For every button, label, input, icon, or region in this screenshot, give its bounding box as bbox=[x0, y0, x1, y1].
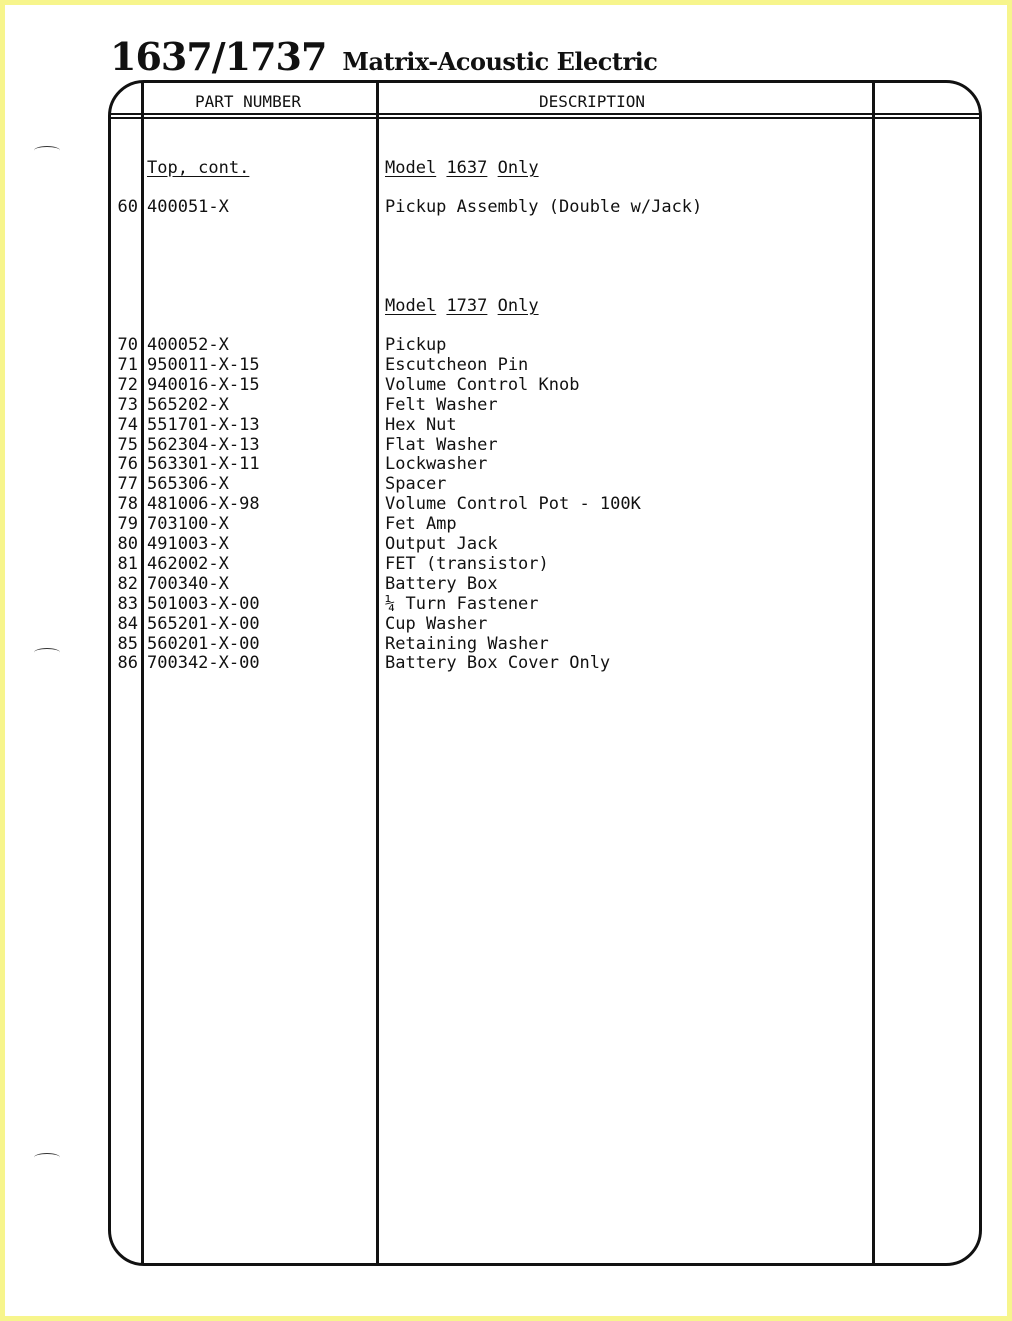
punch-hole-mark bbox=[34, 1153, 60, 1162]
part-description: Spacer bbox=[385, 474, 447, 495]
part-description: Volume Control Knob bbox=[385, 374, 580, 395]
part-number: 565201-X-00 bbox=[147, 613, 260, 634]
part-description: Volume Control Pot - 100K bbox=[385, 494, 641, 515]
part-number: 551701-X-13 bbox=[147, 414, 260, 435]
item-number: 75 bbox=[117, 434, 138, 455]
part-description: Fet Amp bbox=[385, 514, 457, 535]
part-number: 491003-X bbox=[147, 534, 229, 554]
model-numbers: 1637/1737 bbox=[110, 34, 327, 79]
item-number: 77 bbox=[117, 474, 138, 495]
item-number: 74 bbox=[117, 414, 138, 435]
column-header-description: DESCRIPTION bbox=[539, 92, 645, 111]
item-number: 76 bbox=[117, 454, 138, 475]
item-number: 85 bbox=[117, 633, 138, 654]
part-number: 700340-X bbox=[147, 573, 229, 594]
item-number: 73 bbox=[117, 394, 138, 415]
part-number: 560201-X-00 bbox=[147, 633, 260, 654]
item-number: 79 bbox=[117, 514, 138, 535]
part-number: 565306-X bbox=[147, 474, 229, 495]
part-number: 700342-X-00 bbox=[147, 653, 260, 674]
item-number: 81 bbox=[117, 553, 138, 574]
header-rule bbox=[110, 113, 980, 115]
part-number: 481006-X-98 bbox=[147, 494, 260, 515]
section-label-top: Top, cont. bbox=[147, 158, 250, 178]
column-divider-part bbox=[376, 82, 379, 1264]
section-label-top-cont bbox=[147, 158, 249, 178]
part-description: Escutcheon Pin bbox=[385, 354, 529, 375]
part-number: 950011-X-15 bbox=[147, 354, 260, 375]
part-description: Battery Box bbox=[385, 573, 498, 594]
part-description: Output Jack bbox=[385, 534, 498, 554]
part-number: 400051-X bbox=[147, 197, 229, 217]
section-heading-1637: Model 1637 Only bbox=[385, 158, 539, 178]
part-description: ¼ Turn Fastener bbox=[385, 593, 539, 614]
item-number: 60 bbox=[117, 197, 138, 217]
part-description: Lockwasher bbox=[385, 454, 488, 475]
part-number: 565202-X bbox=[147, 394, 229, 415]
item-number: 83 bbox=[117, 593, 138, 614]
part-number: 703100-X bbox=[147, 514, 229, 535]
item-number: 78 bbox=[117, 494, 138, 515]
part-description: Pickup Assembly (Double w/Jack) bbox=[385, 197, 703, 217]
part-description: Retaining Washer bbox=[385, 633, 549, 654]
part-description: Hex Nut bbox=[385, 414, 457, 435]
punch-hole-mark bbox=[34, 146, 60, 155]
part-description: Flat Washer bbox=[385, 434, 498, 455]
part-description: Pickup bbox=[385, 335, 447, 355]
part-number: 563301-X-11 bbox=[147, 454, 260, 475]
part-number: 400052-X bbox=[147, 335, 229, 355]
part-number: 462002-X bbox=[147, 553, 229, 574]
part-number: 501003-X-00 bbox=[147, 593, 260, 614]
part-number: 940016-X-15 bbox=[147, 374, 260, 395]
part-description: Battery Box Cover Only bbox=[385, 653, 611, 674]
item-number: 86 bbox=[117, 653, 138, 674]
column-divider-item bbox=[141, 82, 144, 1264]
item-number: 80 bbox=[117, 534, 138, 554]
punch-hole-mark bbox=[34, 648, 60, 657]
part-description: FET (transistor) bbox=[385, 553, 549, 574]
column-header-part-number: PART NUMBER bbox=[195, 92, 301, 111]
part-description: Felt Washer bbox=[385, 394, 498, 415]
column-divider-desc bbox=[872, 82, 875, 1264]
item-number: 71 bbox=[117, 354, 138, 375]
part-description: Cup Washer bbox=[385, 613, 488, 634]
page-title bbox=[110, 34, 657, 79]
header-rule-double bbox=[110, 117, 980, 119]
item-number: 72 bbox=[117, 374, 138, 395]
part-number: 562304-X-13 bbox=[147, 434, 260, 455]
section-heading-1737: Model 1737 Only bbox=[385, 296, 539, 316]
product-name: Matrix-Acoustic Electric bbox=[342, 47, 658, 76]
item-number: 82 bbox=[117, 573, 138, 594]
item-number: 84 bbox=[117, 613, 138, 634]
item-number: 70 bbox=[117, 335, 138, 355]
